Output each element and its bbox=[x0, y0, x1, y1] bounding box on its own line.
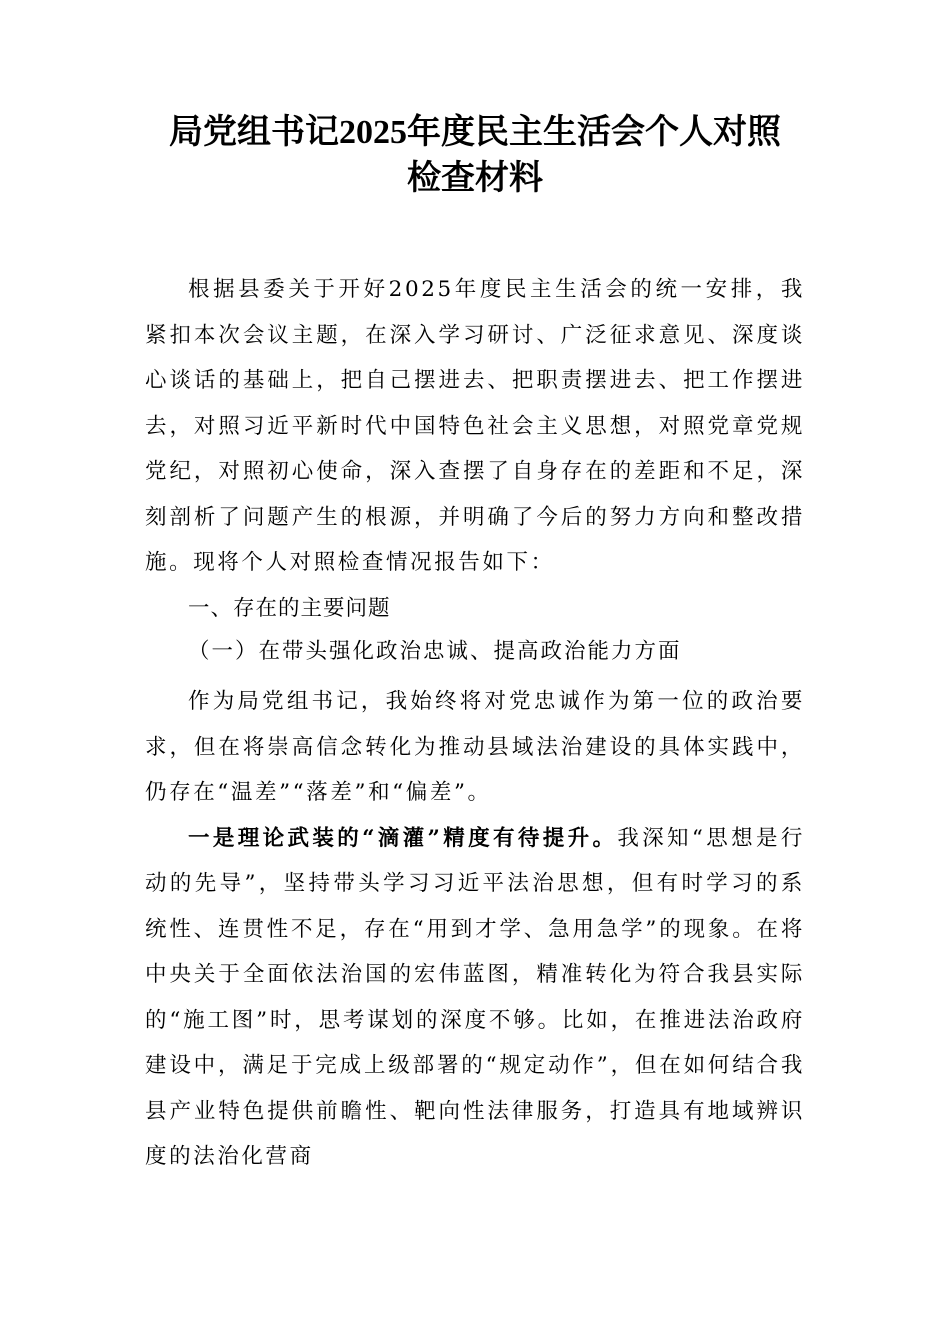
subsection-paragraph: 作为局党组书记，我始终将对党忠诚作为第一位的政治要求，但在将崇高信念转化为推动县域法治建设的具体实践中，仍存在“温差”“落差”和“偏差”。 bbox=[145, 689, 805, 805]
point-1-lead: 一是理论武装的“滴灌”精度有待提升。 bbox=[188, 825, 618, 851]
intro-paragraph: 根据县委关于开好2025年度民主生活会的统一安排，我紧扣本次会议主题，在深入学习研讨、广泛征求意见、深度谈心谈话的基础上，把自己摆进去、把职责摆进去、把工作摆进去，对照习近平新时代中国特色社会主义思想，对照党章党规党纪，对照初心使命，深入查摆了自身存在的差距和不足，深刻剖析了问题产生的根源，并明确了今后的努力方向和整改措施。现将个人对照检查情况报告如下： bbox=[145, 277, 805, 575]
point-paragraph-1 bbox=[145, 816, 805, 1180]
title-line-2: 检查材料 bbox=[407, 160, 543, 197]
section-heading-1: 一、存在的主要问题 bbox=[188, 595, 391, 621]
title-line-1: 局党组书记2025年度民主生活会个人对照 bbox=[169, 114, 781, 151]
subsection-heading-1: （一）在带头强化政治忠诚、提高政治能力方面 bbox=[188, 639, 682, 664]
point-1-body: 我深知“思想是行动的先导”，坚持带头学习习近平法治思想，但有时学习的系统性、连贯性不足，存在“用到才学、急用急学”的现象。在将中央关于全面依法治国的宏伟蓝图，精准转化为符合我县实际的“施工图”时，思考谋划的深度不够。比如，在推进法治政府建设中，满足于完成上级部署的“规定动作”，但在如何结合我县产业特色提供前瞻性、靶向性法律服务，打造具有地域辨识度的法治化营商 bbox=[145, 825, 805, 1169]
document-title bbox=[145, 110, 805, 202]
